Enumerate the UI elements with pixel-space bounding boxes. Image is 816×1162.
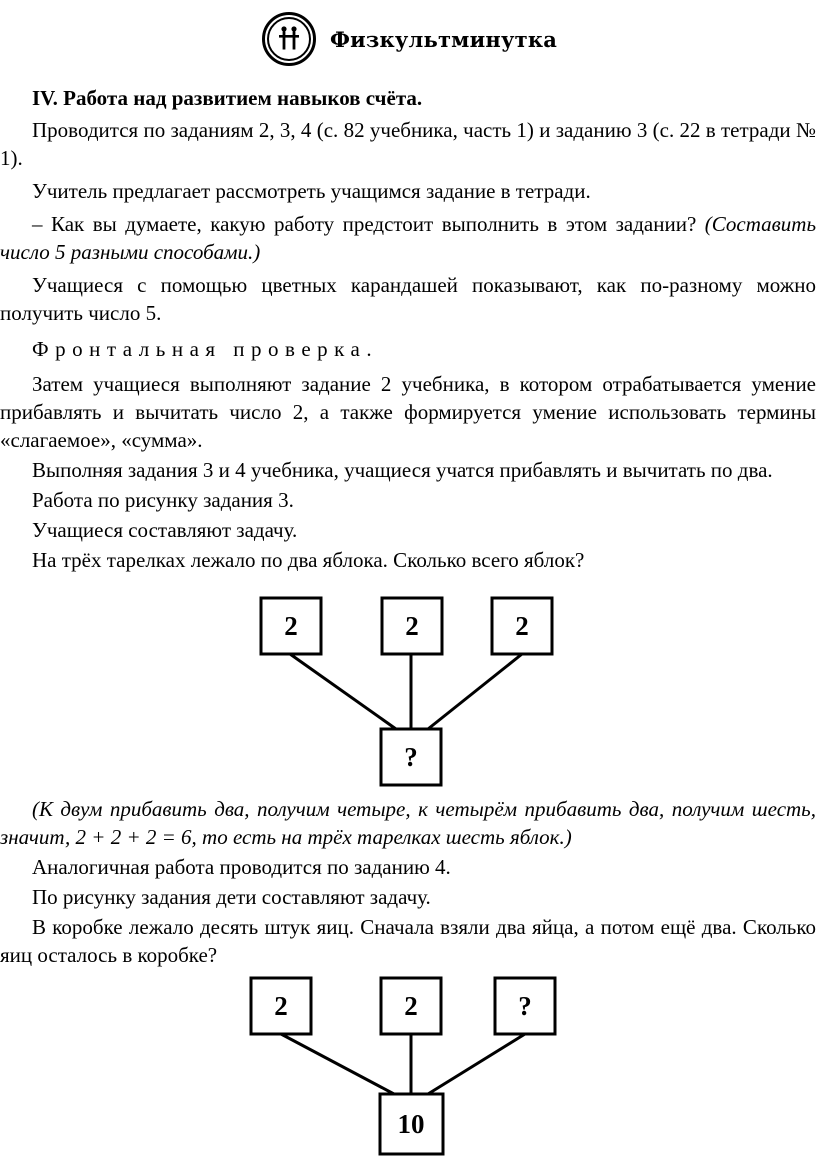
- section-1: [0, 84, 816, 574]
- box-value: ?: [518, 991, 532, 1021]
- box-value: 2: [284, 611, 298, 641]
- section-2: [0, 795, 816, 969]
- section-heading: IV. Работа над развитием навыков счёта.: [32, 86, 423, 110]
- answer-italic: (Составить число 5 разными способами.): [0, 212, 816, 264]
- italic-paragraph: (К двум прибавить два, получим четыре, к четырём прибавить два, получим шесть, значит, 2 + 2 + 2 = 6, то есть на трёх тарелках шесть яблок.): [0, 797, 816, 849]
- diagram-1: [0, 596, 816, 792]
- two-figures-circle-icon: [262, 12, 316, 66]
- diagram-2: [0, 976, 816, 1162]
- paragraph: На трёх тарелках лежало по два яблока. Сколько всего яблок?: [32, 548, 585, 572]
- paragraph: Учащиеся составляют задачу.: [32, 518, 298, 542]
- header: [262, 8, 557, 70]
- period: .: [366, 337, 372, 361]
- paragraph: Выполняя задания 3 и 4 учебника, учащиеся учатся прибавлять и вычитать по два.: [32, 458, 773, 482]
- result-value: 10: [397, 1109, 425, 1139]
- paragraph: Работа по рисунку задания 3.: [32, 488, 294, 512]
- paragraph: По рисунку задания дети составляют задачу.: [32, 885, 431, 909]
- connector-line: [428, 654, 522, 729]
- paragraph: Учащиеся с помощью цветных карандашей показывают, как по-разному можно получить число 5.: [0, 273, 816, 325]
- result-value: ?: [404, 742, 418, 772]
- spaced-text: Фронтальная проверка: [32, 337, 367, 361]
- paragraph: Аналогичная работа проводится по заданию 4.: [32, 855, 451, 879]
- header-title: Физкультминутка: [330, 26, 557, 52]
- paragraph: [0, 335, 816, 363]
- paragraph: В коробке лежало десять штук яиц. Сначала взяли два яйца, а потом ещё два. Сколько яиц осталось в коробке?: [0, 915, 816, 967]
- box-value: 2: [274, 991, 288, 1021]
- question-text: – Как вы думаете, какую работу предстоит выполнить в этом задании?: [32, 212, 697, 236]
- connector-line: [290, 654, 396, 729]
- paragraph: Затем учащиеся выполняют задание 2 учебника, в котором отрабатывается умение прибавлять и вычитать число 2, а также формируется умение использовать термины «слагаемое», «сумма».: [0, 372, 816, 452]
- box-value: 2: [405, 611, 419, 641]
- connector-line: [428, 1034, 525, 1094]
- paragraph: Учитель предлагает рассмотреть учащимся задание в тетради.: [32, 179, 591, 203]
- paragraph: [0, 210, 816, 266]
- box-value: 2: [515, 611, 529, 641]
- paragraph: Проводится по заданиям 2, 3, 4 (с. 82 учебника, часть 1) и заданию 3 (с. 22 в тетради № 1).: [0, 118, 816, 170]
- box-value: 2: [404, 991, 418, 1021]
- connector-line: [281, 1034, 394, 1094]
